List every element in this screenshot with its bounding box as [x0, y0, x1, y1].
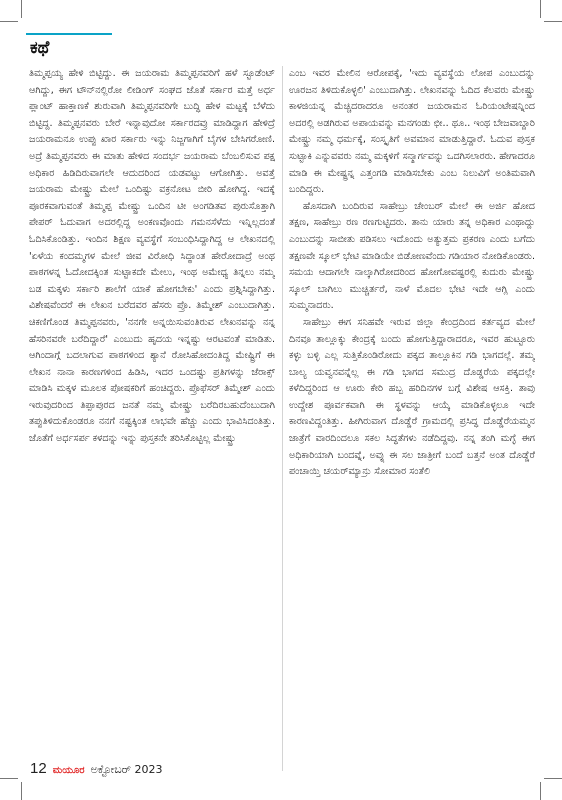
- paragraph: ಹೊಸದಾಗಿ ಬಂದಿರುವ ಸಾಹೇಬ್ರು ಚೇಂಬರ್ ಮೇಲೆ ಈ ಅರ್ಜಿ ಹೋದ ತಕ್ಷಣ, ಸಾಹೇಬ್ರು ರಣ ರಣಗುಟ್ಟಿದರು. ತಾನು ಯಾರು ತನ್ನ ಅಧಿಕಾರ ಎಂಥಾದ್ದು ಎಂಬುದನ್ನು ಸಾಬೀತು ಪಡಿಸಲು ಇದೊಂದು ಅತ್ಯುತ್ತಮ ಪ್ರಕರಣ ಎಂದು ಬಗೆದು ತಕ್ಷಣವೇ ಸ್ಕೂಲ್ ಭೇಟಿ ಮಾಡಿಯೇ ಬಿಡೋಣವೆಂದು ಗಡಿಯಾರ ನೋಡಿಕೊಂಡರು. ಸಮಯ ಆದಾಗಲೇ ನಾಲ್ಕಾಗಿರೋದರಿಂದ ಹೋಗೋವಷ್ಟರಲ್ಲಿ ಕುದುರು ಮೇಷ್ಟ್ರು ಸ್ಕೂಲ್ ಬಾಗಿಲು ಮುಚ್ಚಿರ್ತರೆ, ನಾಳೆ ಮೊದಲ ಭೇಟಿ ಇದೇ ಆಗ್ಲಿ ಎಂದು ಸುಮ್ಮನಾದರು.: [289, 200, 535, 312]
- section-title: ಕಥೆ: [30, 38, 50, 58]
- left-column: [29, 66, 275, 774]
- right-column: [289, 66, 535, 774]
- paragraph: ಸಾಹೇಬ್ರು ಈಗ ಸನಿಹವೇ ಇರುವ ಜಿಲ್ಲಾ ಕೇಂದ್ರದಿಂದ ಕರ್ತವ್ಯದ ಮೇಲೆ ದಿನವೂ ತಾಲ್ಲೂಕ್ಕು ಕೇಂದ್ರಕ್ಕೆ ಬಂದು ಹೋಗುತ್ತಿದ್ದಾರಾದರೂ, ಇವರ ಹುಟ್ಟೂರು ಕಳ್ಳು ಬಳ್ಳಿ ಎಲ್ಲ ಸುತ್ತಿಕೊಂಡಿರೋದು ಪಕ್ಕದ ತಾಲ್ಲೂಕಿನ ಗಡಿ ಭಾಗದಲ್ಲೆ. ತಮ್ಮ ಬಾಲ್ಯ ಯವ್ವನವನ್ನೆಲ್ಲ ಈ ಗಡಿ ಭಾಗದ ಸಮುದ್ರ ದೊಡ್ಡರೆಯ ಪಕ್ಕದಲ್ಲೇ ಕಳೆದಿದ್ದರಿಂದ ಆ ಊರು ಕೇರಿ ಹಬ್ಬ ಹರಿದಿನಗಳ ಬಗ್ಗೆ ವಿಶೇಷ ಆಸಕ್ತಿ. ತಾವು ಉದ್ದೇಶ ಪೂರ್ವಕವಾಗಿ ಈ ಸ್ಥಳವನ್ನು ಆಯ್ಕೆ ಮಾಡಿಕೊಳ್ಳಲೂ ಇದೇ ಕಾರಣವಿದ್ದಂತಿತ್ತು. ಹೀಗಿರುವಾಗ ದೊಡ್ಡೆರೆ ಗ್ರಾಮದಲ್ಲಿ ಪ್ರಸಿದ್ಧ ದೊಡ್ಡೆರೆಯಮ್ಮನ ಜಾತ್ರೆಗೆ ವಾರದಿಂದಲೂ ಸಕಲ ಸಿದ್ಧತೆಗಳು ನಡೆದಿದ್ದವು. ನನ್ನ ತಂಗಿ ಮಗ್ಳೆ ಈಗ ಅಧಿಕಾರಿಯಾಗಿ ಬಂದವ್ನೆ, ಅವ್ನು ಈ ಸಲ ಜಾತ್ರೀಗೆ ಬಂದೆ ಬತ್ತನೆ ಅಂತ ದೊಡ್ಡೆರೆ ಪಂಚಾಯ್ತಿ ಚಯರ್‌ಮ್ಯಾನ್ರು ಸೋಮಾರ ಸಂತೆಲಿ: [289, 316, 535, 478]
- crop-mark: [544, 21, 562, 22]
- page-number: 12: [30, 760, 47, 777]
- column-divider: [282, 66, 283, 771]
- paragraph: ಎಂಬ ಇವರ ಮೇಲಿನ ಆರೋಪಕ್ಕೆ, 'ಇದು ವ್ಯವಸ್ಥೆಯ ಲೋಪ ಎಂಬುದನ್ನು ಊರಜನ ತಿಳಿದುಕೊಳ್ಳಲಿ' ಎಂಬುದಾಗಿತ್ತು. ಲೇಖನವನ್ನು ಓದಿದ ಕೆಲವರು ಮೇಷ್ಟ್ರು ಕಾಳಜಿಯನ್ನ ಮೆಚ್ಚಿದರಾದರೂ ಅನಂತರ ಜಯರಾಮನ ಓರಿಯಂಟೇಷನ್ನಿಂದ ಅದರಲ್ಲಿ ಅಡಗಿರುವ ಅಪಾಯವನ್ನು ಮನಗಂಡು ಛೀ.. ಥೂ.. ಇಂಥ ಬೇಜವಾಬ್ದಾರಿ ಮೇಷ್ಟ್ರು ನಮ್ಮ ಧರ್ಮಕ್ಕೆ, ಸಂಸ್ಕೃತಿಗೆ ಅವಮಾನ ಮಾಡುತ್ತಿದ್ದಾರೆ. ಓದುವ ಪುಸ್ತಕ ಸುಟ್ಟಾಕಿ ಎನ್ನುವವರು ನಮ್ಮ ಮಕ್ಕಳಿಗೆ ಸನ್ಮಾರ್ಗವನ್ನು ಒದಗಿಸಲಾರರು. ಹೇಗಾದರೂ ಮಾಡಿ ಈ ಮೇಷ್ಟ್ರನ್ನ ಎತ್ತಂಗಡಿ ಮಾಡಿಸಬೇಕು ಎಂಬ ನಿಲುವಿಗೆ ಅಂತಿಮವಾಗಿ ಬಂದಿದ್ದರು.: [289, 68, 535, 196]
- crop-mark: [544, 778, 562, 779]
- section-accent-bar: [26, 33, 112, 35]
- crop-mark: [21, 782, 22, 800]
- issue-date: ಅಕ್ಟೋಬರ್ 2023: [90, 763, 163, 776]
- page-footer: [30, 760, 163, 782]
- crop-mark: [0, 21, 18, 22]
- magazine-logo: ಮಯೂರ: [52, 765, 85, 776]
- crop-mark: [540, 782, 541, 800]
- crop-mark: [0, 778, 18, 779]
- crop-mark: [540, 0, 541, 18]
- crop-mark: [21, 0, 22, 18]
- paragraph: ತಿಮ್ಮಪ್ಪಯ್ಯ ಹೇಳಿ ಬಿಟ್ಟಿದ್ದು. ಈ ಜಯರಾಮ ತಿಮ್ಮಪ್ಪನವರಿಗೆ ಹಳೆ ಸ್ಟೂಡೆಂಟ್ ಆಗಿದ್ದು, ಈಗ ಟೌನ್‌ನಲ್ಲಿರೋ ಲೀಡಿಂಗ್ ಸಂಘದ ಜೊತೆ ಸರ್ಕಾರ ಮತ್ತೆ ಅರ್ಧ ಪ್ಲಾಂಟ್ ಹಾಕ್ತಾಣಕೆ ಶುರುವಾಗಿ ತಿಮ್ಮಪ್ಪನವರಿಗೇ ಬುದ್ಧಿ ಹೇಳ ಮಟ್ಟಕ್ಕೆ ಬೆಳೆದು ಬಿಟ್ಟಿದ್ದ. ತಿಮ್ಮಪ್ಪನವರು ಬೇರೆ ಇನ್ನಾವುದೋ ಸರ್ಕಾರದವ್ರು ಮಾಡಿದ್ದಾಗ ಹೇಳಿದ್ರೆ ಜಯರಾಮನೂ ಉಪ್ಪು ಖಾರ ಸರ್ಕಾರು ಇನ್ನು ನಿಜ್ಜಗಾಗಿಗೆ ಬೈಗಳ ಬೇಸಿಗರೋಣಿ. ಅದ್ರೆ ತಿಮ್ಮಪ್ಪನವರು ಈ ಮಾತು ಹೇಳಿದ ಸಂದರ್ಭ ಜಯರಾಮ ಬೆಂಬಲಿಸುವ ಪಕ್ಷ ಅಧಿಕಾರ ಹಿಡಿದಿರುವಾಗಲೇ ಆದುದರಿಂದ ಯಡವಟ್ಟು ಆಗೋಗಿತ್ತು. ಅವತ್ತೆ ಜಯರಾಮ ಮೇಷ್ಟ್ರು ಮೇಲೆ ಒಂದಿಷ್ಟು ವಕ್ರನೋಟ ಬೀರಿ ಹೋಗಿದ್ದ. ಇದಕ್ಕೆ ಪೂರಕವಾಗುವಂತೆ ತಿಮ್ಮಪ್ಪ ಮೇಷ್ಟ್ರು ಒಂದಿನ ಟೀ ಅಂಗಡಿತವ ಪುರುಸೊತ್ತಾಗಿ ಪೇಪರ್ ಓದುವಾಗ ಅದರಲ್ಲಿದ್ದ ಅಂಕಣವೊಂದು ಗಮನಸೆಳೆದು ಇನ್ನಿಲ್ಲದಂತೆ ಓದಿಸಿಕೊಂಡಿತ್ತು. ಇಂದಿನ ಶಿಕ್ಷಣ ವ್ಯವಸ್ಥೆಗೆ ಸಂಬಂಧಿಸಿದ್ದಾಗಿದ್ದ ಆ ಲೇಖನದಲ್ಲಿ 'ಏಳೆಯ ಕಂದಮ್ಮಗಳ ಮೇಲೆ ಜೀವ ವಿರೋಧಿ ಸಿದ್ಧಾಂತ ಹೇರೋದಾದ್ರೆ ಅಂಥ ಪಾಠಗಳನ್ನ ಓದೋದಕ್ಕಿಂತ ಸುಟ್ಟಾಕದೇ ಮೇಲು, ಇಂಥ ಅಮೇಧ್ಯ ತಿನ್ನಲು ನಮ್ಮ ಬಡ ಮಕ್ಕಳು ಸರ್ಕಾರಿ ಶಾಲೆಗೆ ಯಾಕೆ ಹೋಗಬೇಕು' ಎಂದು ಪ್ರಶ್ನಿಸಿದ್ದಾಗಿತ್ತು. ವಿಶೇಷವೆಂದರೆ ಈ ಲೇಖನ ಬರೆದವರ ಹೆಸರು ಪ್ರೊ. ತಿಮ್ಮೇಶ್ ಎಂಬುದಾಗಿತ್ತು. ಚಿಕಣಿಗೊಂಡ ತಿಮ್ಮಪ್ಪನವರು, 'ನನಗೇ ಅನ್ನಯಿಸುವಂತಿರುವ ಲೇಖನವನ್ನು ನನ್ನ ಹೆಸರಿನವರೇ ಬರೆದಿದ್ದಾರೆ' ಎಂಬುದು ಹೃದಯ ಇನ್ನಷ್ಟು ಆರಟವಂತೆ ಮಾಡಿತು. ಆಗಿಂದಾಗ್ಗೆ ಬದಲಾಗುವ ಪಾಠಗಳಿಂದ ಶ್ಯಾನೆ ರೋಸಿಹೋದಂತಿದ್ದ ಮೇಷ್ಟ್ರಿಗೆ ಈ ಲೇಖನ ನಾನಾ ಕಾರಣಗಳಿಂದ ಹಿಡಿಸಿ, ಇದರ ಒಂದಷ್ಟು ಪ್ರತಿಗಳನ್ನು ಜೆರಾಕ್ಸ್ ಮಾಡಿಸಿ ಮಕ್ಕಳ ಮೂಲಕ ಪೋಷಕರಿಗೆ ಹಂಚಿದ್ದರು. ಪ್ರೊಫೆಸರ್ ತಿಮ್ಮೇಶ್ ಎಂದು ಇರುವುದರಿಂದ ತಿಪ್ಪಾಪುರದ ಜನತೆ ನಮ್ಮ ಮೇಷ್ಟ್ರು ಬರೆದಿರಬಹುದೆಂಬುದಾಗಿ ತಪ್ಪುತಿಳಿದುಕೊಂಡರೂ ನನಗೆ ನಷ್ಟಕ್ಕಿಂತ ಲಾಭವೇ ಹೆಚ್ಚು ಎಂದು ಭಾವಿಸಿದಂತಿತ್ತು. ಜೊತೆಗೆ ಅರ್ಧಸರ್ಪ ಕಳದನ್ನು ಇನ್ನು ಪುಸ್ತಕನೇ ತರಿಸಿಕೊಟ್ಟಿಲ್ಲ ಮೇಷ್ಟ್ರು: [29, 68, 275, 445]
